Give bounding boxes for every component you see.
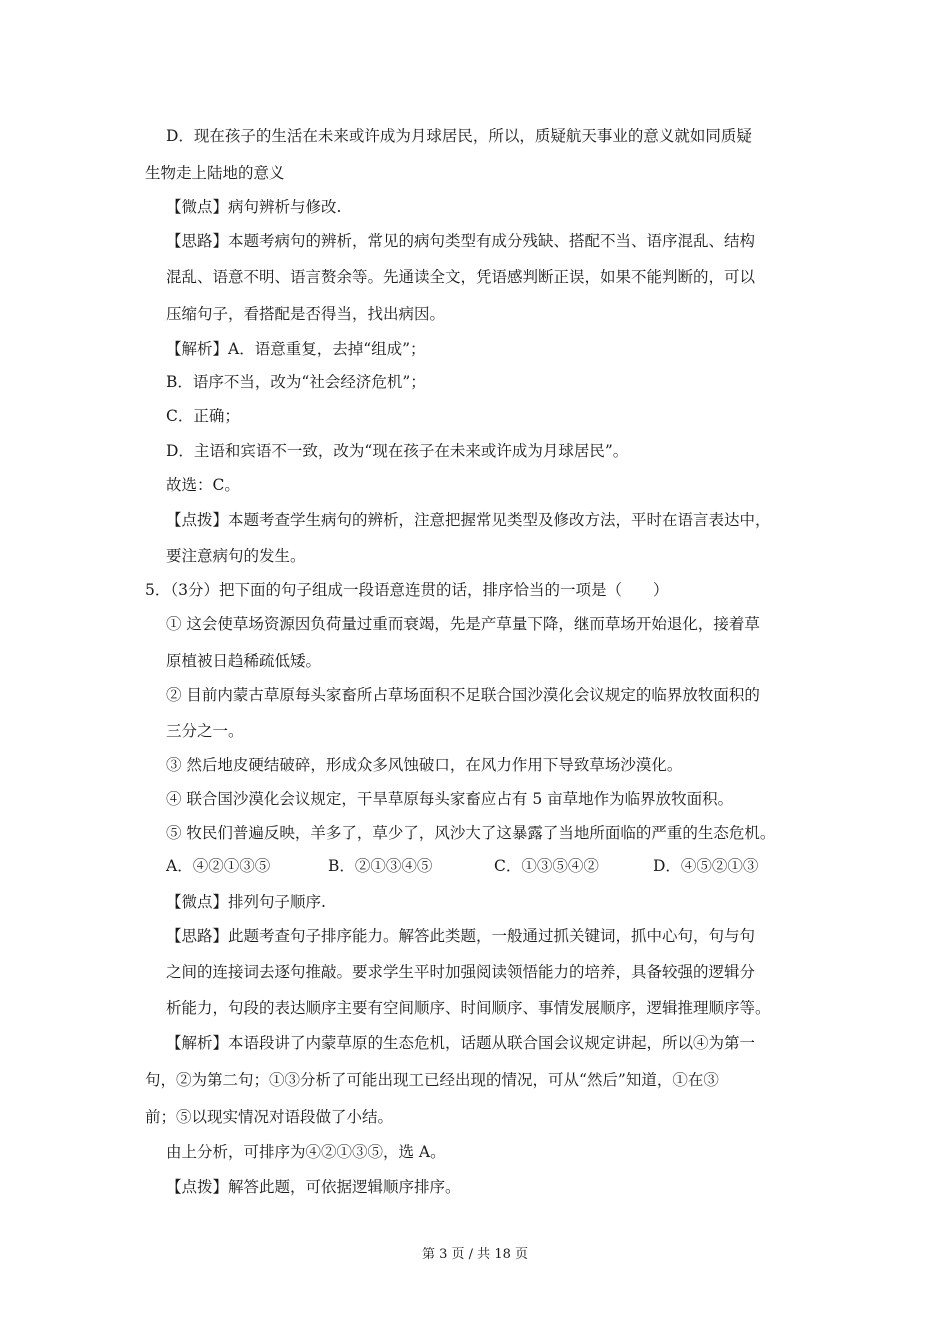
q4-weidian: 【微点】病句辨析与修改. [166, 198, 342, 216]
q4-dianbo-line2: 要注意病句的发生。 [166, 547, 306, 565]
q5-silu-line2: 之间的连接词去逐句推敲。要求学生平时加强阅读领悟能力的培养，具备较强的逻辑分 [166, 963, 756, 981]
q5-silu-line3: 析能力，句段的表达顺序主要有空间顺序、时间顺序、事情发展顺序，逻辑推理顺序等。 [166, 999, 771, 1017]
page-footer: 第 3 页 / 共 18 页 [422, 1247, 528, 1262]
q5-options [166, 855, 806, 877]
q5-sentence2-line1: ② 目前内蒙古草原每头家畜所占草场面积不足联合国沙漠化会议规定的临界放牧面积的 [166, 686, 760, 704]
q5-sentence4: ④ 联合国沙漠化会议规定，干旱草原每头家畜应占有 5 亩草地作为临界放牧面积。 [166, 790, 734, 808]
q5-silu-line1: 【思路】此题考查句子排序能力。解答此类题，一般通过抓关键词，抓中心句，句与句 [166, 927, 756, 945]
q5-option-a: A．④②①③⑤ [166, 857, 271, 875]
q5-option-c: C．①③⑤④② [494, 857, 599, 875]
q5-jiexi-line1: 【解析】本语段讲了内蒙草原的生态危机，话题从联合国会议规定讲起，所以④为第一 [166, 1034, 756, 1052]
q5-conclusion: 由上分析，可排序为④②①③⑤，选 A。 [166, 1143, 446, 1161]
q5-sentence2-line2: 三分之一。 [166, 722, 244, 740]
q5-stem: 5．（3分）把下面的句子组成一段语意连贯的话，排序恰当的一项是（ ） [145, 581, 669, 599]
q4-jiexi-line4: D．主语和宾语不一致，改为“现在孩子在未来或许成为月球居民”。 [166, 442, 629, 460]
q4-silu-line1: 【思路】本题考病句的辨析，常见的病句类型有成分残缺、搭配不当、语序混乱、结构 [166, 232, 756, 250]
q4-silu-line3: 压缩句子，看搭配是否得当，找出病因。 [166, 305, 446, 323]
q4-jiexi-line3: C．正确； [166, 407, 240, 425]
q5-jiexi-line3: 前；⑤以现实情况对语段做了小结。 [145, 1108, 394, 1126]
q5-dianbo: 【点拨】解答此题，可依据逻辑顺序排序。 [166, 1178, 461, 1196]
q4-answer: 故选：C。 [166, 476, 240, 494]
q5-sentence5: ⑤ 牧民们普遍反映，羊多了，草少了，风沙大了这暴露了当地所面临的严重的生态危机。 [166, 824, 776, 842]
q4-jiexi-line2: B．语序不当，改为“社会经济危机”； [166, 373, 426, 391]
q4-silu-line2: 混乱、语意不明、语言赘余等。先通读全文，凭语感判断正误，如果不能判断的，可以 [166, 268, 756, 286]
q5-sentence3: ③ 然后地皮硬结破碎，形成众多风蚀破口，在风力作用下导致草场沙漠化。 [166, 756, 683, 774]
q5-jiexi-line2: 句，②为第二句；①③分析了可能出现工已经出现的情况，可从“然后”知道，①在③ [145, 1071, 719, 1089]
q5-option-d: D．④⑤②①③ [653, 857, 759, 875]
q5-sentence1-line2: 原植被日趋稀疏低矮。 [166, 652, 322, 670]
q4-option-d-line1: D．现在孩子的生活在未来或许成为月球居民，所以，质疑航天事业的意义就如同质疑 [166, 127, 752, 145]
q4-dianbo-line1: 【点拨】本题考查学生病句的辨析，注意把握常见类型及修改方法，平时在语言表达中， [166, 511, 771, 529]
q5-sentence1-line1: ① 这会使草场资源因负荷量过重而衰竭，先是产草量下降，继而草场开始退化，接着草 [166, 615, 760, 633]
q5-option-b: B．②①③④⑤ [328, 857, 433, 875]
q5-weidian: 【微点】排列句子顺序. [166, 893, 326, 911]
q4-option-d-line2: 生物走上陆地的意义 [145, 164, 285, 182]
q4-jiexi-line1: 【解析】A．语意重复，去掉“组成”； [166, 340, 426, 358]
